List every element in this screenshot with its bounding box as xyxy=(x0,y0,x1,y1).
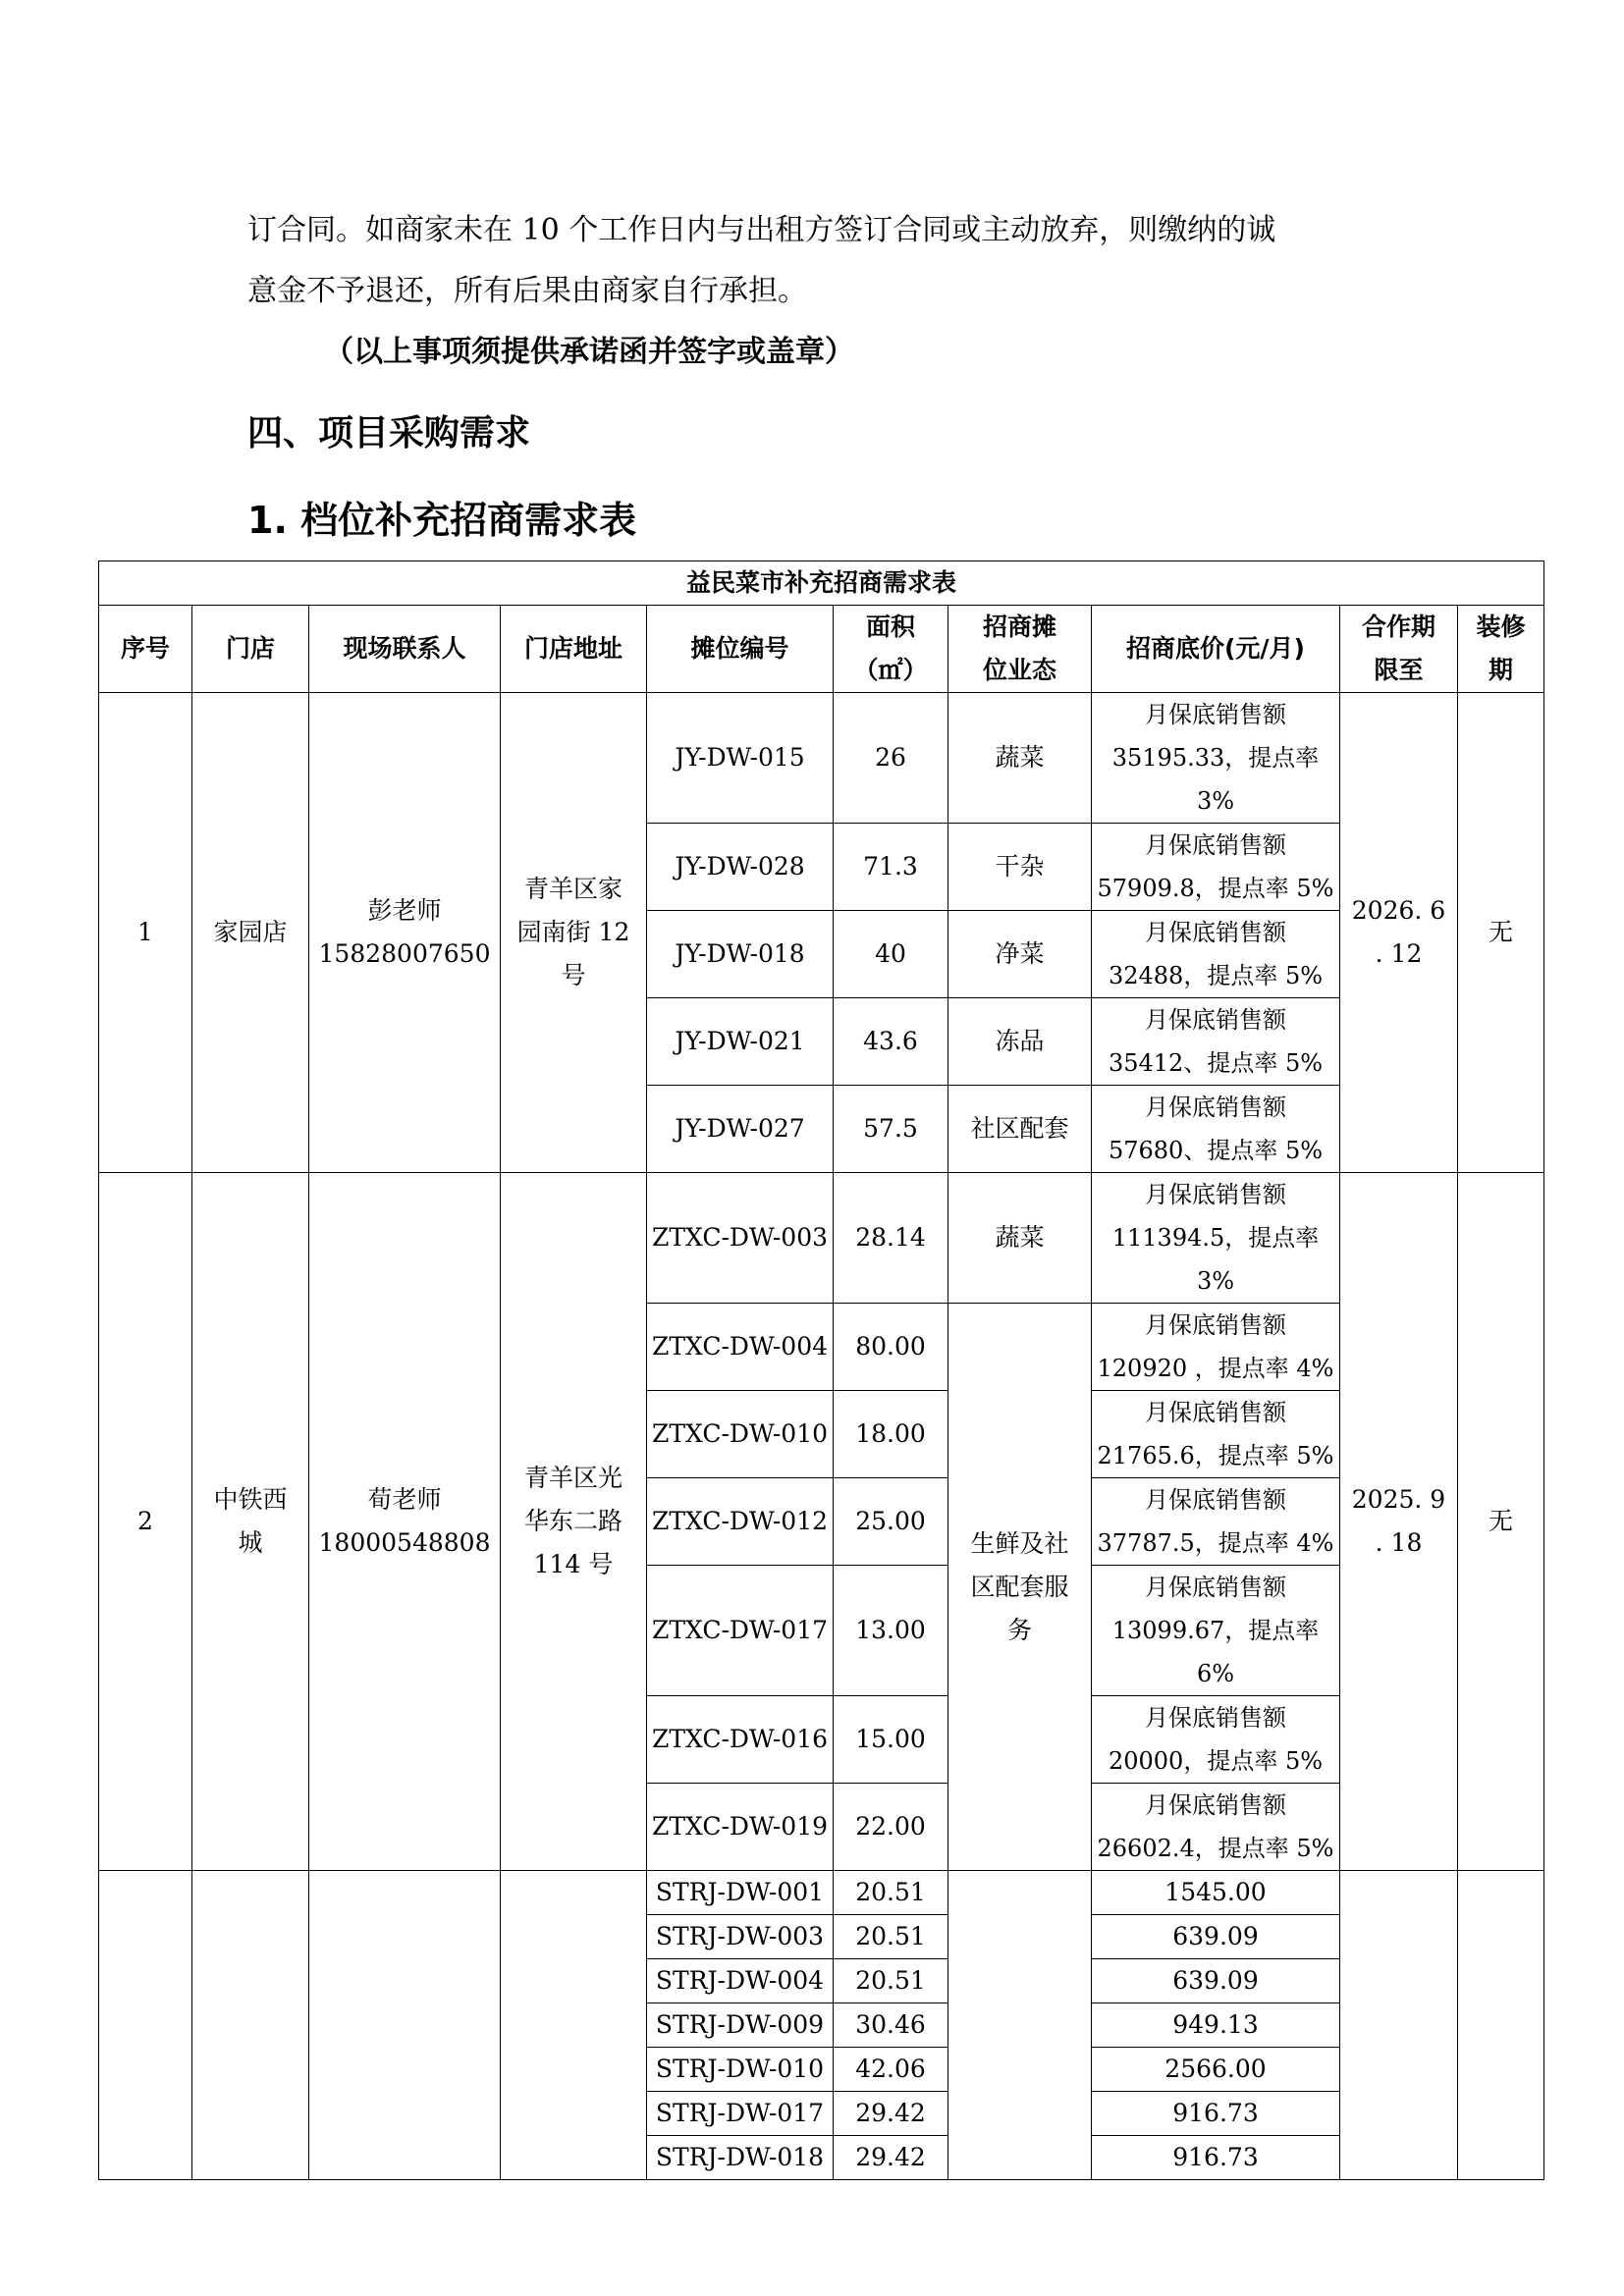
stall-format: 冻品 xyxy=(948,998,1092,1086)
stall-code: ZTXC-DW-019 xyxy=(647,1784,834,1871)
stall-area: 30.46 xyxy=(834,2003,948,2048)
header-price: 招商底价(元/月) xyxy=(1092,606,1340,693)
stall-price: 月保底销售额 37787.5，提点率 4% xyxy=(1092,1478,1340,1566)
stall-code: ZTXC-DW-003 xyxy=(647,1173,834,1304)
header-area: 面积 （㎡） xyxy=(834,606,948,693)
group2-format-merged: 生鲜及社 区配套服 务 xyxy=(948,1304,1092,1871)
stall-format: 社区配套 xyxy=(948,1086,1092,1173)
stall-code: STRJ-DW-017 xyxy=(647,2092,834,2136)
group1-term: 2026. 6 . 12 xyxy=(1340,693,1458,1173)
stall-code: JY-DW-018 xyxy=(647,911,834,998)
stall-code: JY-DW-027 xyxy=(647,1086,834,1173)
stall-code: ZTXC-DW-010 xyxy=(647,1391,834,1478)
group3-store xyxy=(192,1871,309,2180)
paragraph-line-2: 意金不予退还，所有后果由商家自行承担。 xyxy=(247,274,807,308)
stall-format: 蔬菜 xyxy=(948,1173,1092,1304)
group1-store: 家园店 xyxy=(192,693,309,1173)
table-row xyxy=(99,1173,1544,1304)
stall-format: 蔬菜 xyxy=(948,693,1092,824)
header-decoration: 装修 期 xyxy=(1458,606,1544,693)
stall-area: 15.00 xyxy=(834,1696,948,1784)
stall-area: 29.42 xyxy=(834,2092,948,2136)
stall-code: STRJ-DW-003 xyxy=(647,1915,834,1959)
group3-decoration xyxy=(1458,1871,1544,2180)
group2-contact: 荀老师 18000548808 xyxy=(309,1173,501,1871)
group2-address: 青羊区光 华东二路 114 号 xyxy=(501,1173,647,1871)
group3-address xyxy=(501,1871,647,2180)
stall-price: 月保底销售额 57680、提点率 5% xyxy=(1092,1086,1340,1173)
stall-price: 916.73 xyxy=(1092,2136,1340,2180)
stall-area: 28.14 xyxy=(834,1173,948,1304)
stall-code: STRJ-DW-010 xyxy=(647,2048,834,2092)
recruitment-table xyxy=(98,561,1544,2180)
stall-code: STRJ-DW-001 xyxy=(647,1871,834,1915)
stall-area: 29.42 xyxy=(834,2136,948,2180)
stall-area: 43.6 xyxy=(834,998,948,1086)
group3-contact xyxy=(309,1871,501,2180)
stall-price: 月保底销售额 32488，提点率 5% xyxy=(1092,911,1340,998)
stall-area: 22.00 xyxy=(834,1784,948,1871)
group3-no xyxy=(99,1871,192,2180)
stall-area: 13.00 xyxy=(834,1566,948,1696)
stall-area: 26 xyxy=(834,693,948,824)
stall-price: 月保底销售额 57909.8，提点率 5% xyxy=(1092,824,1340,911)
commitment-note: （以上事项须提供承诺函并签字或盖章） xyxy=(324,335,854,369)
stall-price: 1545.00 xyxy=(1092,1871,1340,1915)
stall-format: 净菜 xyxy=(948,911,1092,998)
stall-code: STRJ-DW-009 xyxy=(647,2003,834,2048)
table-title: 益民菜市补充招商需求表 xyxy=(99,561,1544,606)
group1-contact: 彭老师 15828007650 xyxy=(309,693,501,1173)
stall-code: ZTXC-DW-017 xyxy=(647,1566,834,1696)
stall-area: 42.06 xyxy=(834,2048,948,2092)
stall-code: JY-DW-028 xyxy=(647,824,834,911)
stall-area: 40 xyxy=(834,911,948,998)
stall-area: 25.00 xyxy=(834,1478,948,1566)
stall-price: 月保底销售额 111394.5，提点率 3% xyxy=(1092,1173,1340,1304)
stall-price: 月保底销售额 35412、提点率 5% xyxy=(1092,998,1340,1086)
group2-no: 2 xyxy=(99,1173,192,1871)
stall-area: 71.3 xyxy=(834,824,948,911)
stall-price: 639.09 xyxy=(1092,1915,1340,1959)
group3-term xyxy=(1340,1871,1458,2180)
subsection-heading: 1. 档位补充招商需求表 xyxy=(247,499,637,542)
table-row xyxy=(99,693,1544,824)
stall-price: 月保底销售额 21765.6，提点率 5% xyxy=(1092,1391,1340,1478)
stall-price: 月保底销售额 120920 ，提点率 4% xyxy=(1092,1304,1340,1391)
group3-format xyxy=(948,1871,1092,2180)
stall-code: JY-DW-015 xyxy=(647,693,834,824)
header-format: 招商摊 位业态 xyxy=(948,606,1092,693)
stall-area: 20.51 xyxy=(834,1959,948,2003)
stall-price: 月保底销售额 20000，提点率 5% xyxy=(1092,1696,1340,1784)
header-store: 门店 xyxy=(192,606,309,693)
stall-code: STRJ-DW-018 xyxy=(647,2136,834,2180)
stall-area: 18.00 xyxy=(834,1391,948,1478)
stall-price: 月保底销售额 26602.4，提点率 5% xyxy=(1092,1784,1340,1871)
table-row xyxy=(99,1871,1544,1915)
stall-price: 949.13 xyxy=(1092,2003,1340,2048)
stall-area: 80.00 xyxy=(834,1304,948,1391)
stall-price: 916.73 xyxy=(1092,2092,1340,2136)
stall-code: ZTXC-DW-016 xyxy=(647,1696,834,1784)
stall-price: 2566.00 xyxy=(1092,2048,1340,2092)
header-term: 合作期 限至 xyxy=(1340,606,1458,693)
header-stall-code: 摊位编号 xyxy=(647,606,834,693)
stall-price: 639.09 xyxy=(1092,1959,1340,2003)
stall-code: ZTXC-DW-012 xyxy=(647,1478,834,1566)
group2-store: 中铁西 城 xyxy=(192,1173,309,1871)
group1-decoration: 无 xyxy=(1458,693,1544,1173)
group1-address: 青羊区家 园南街 12 号 xyxy=(501,693,647,1173)
stall-code: STRJ-DW-004 xyxy=(647,1959,834,2003)
stall-format: 干杂 xyxy=(948,824,1092,911)
header-address: 门店地址 xyxy=(501,606,647,693)
stall-price: 月保底销售额 13099.67，提点率 6% xyxy=(1092,1566,1340,1696)
stall-area: 20.51 xyxy=(834,1871,948,1915)
group1-no: 1 xyxy=(99,693,192,1173)
stall-code: ZTXC-DW-004 xyxy=(647,1304,834,1391)
stall-area: 57.5 xyxy=(834,1086,948,1173)
stall-area: 20.51 xyxy=(834,1915,948,1959)
header-no: 序号 xyxy=(99,606,192,693)
stall-code: JY-DW-021 xyxy=(647,998,834,1086)
paragraph-line-1: 订合同。如商家未在 10 个工作日内与出租方签订合同或主动放弃，则缴纳的诚 xyxy=(247,213,1276,247)
group2-decoration: 无 xyxy=(1458,1173,1544,1871)
stall-price: 月保底销售额 35195.33，提点率 3% xyxy=(1092,693,1340,824)
group2-term: 2025. 9 . 18 xyxy=(1340,1173,1458,1871)
section-heading: 四、项目采购需求 xyxy=(247,413,531,454)
header-contact: 现场联系人 xyxy=(309,606,501,693)
